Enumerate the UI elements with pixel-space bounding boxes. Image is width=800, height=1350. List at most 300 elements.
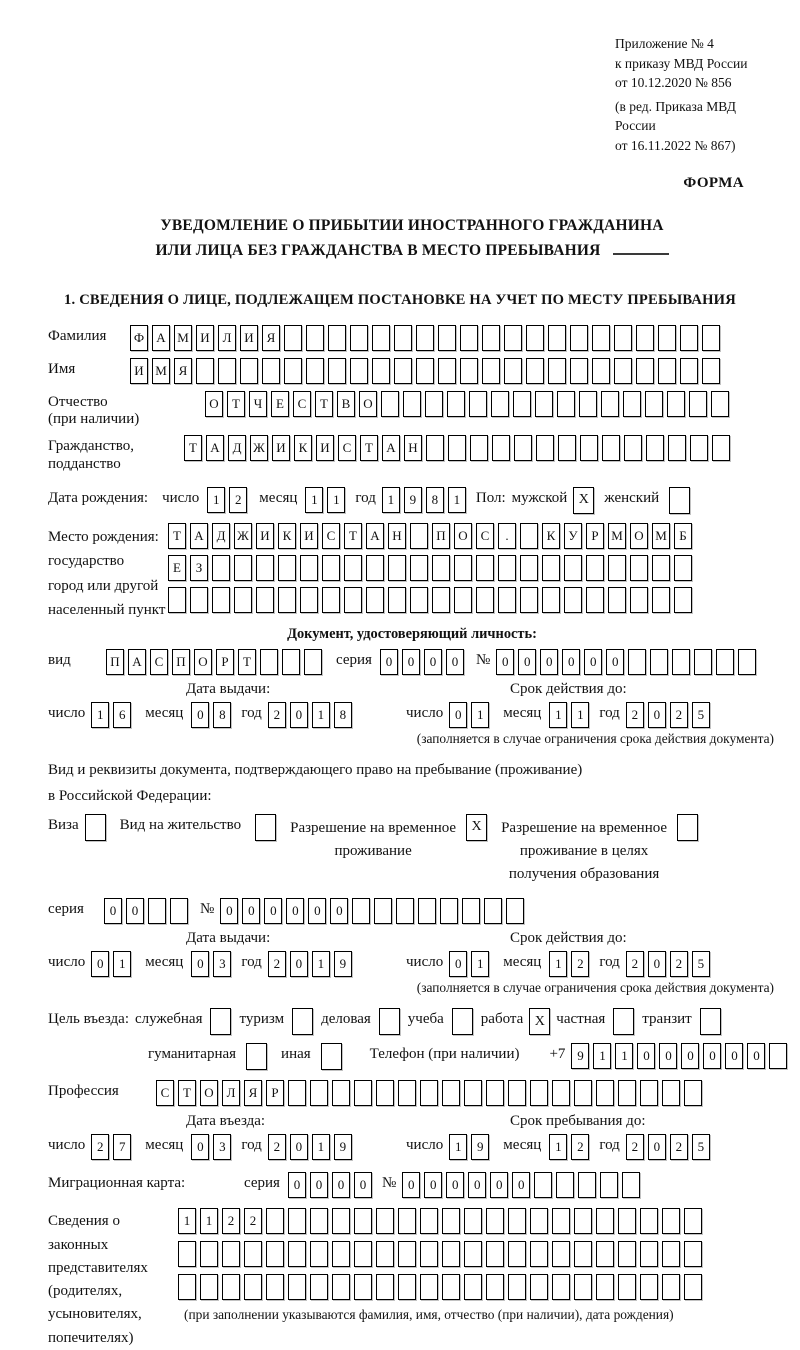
char-cell[interactable] — [574, 1241, 592, 1267]
char-cell[interactable]: Т — [227, 391, 245, 417]
char-cell[interactable] — [558, 435, 576, 461]
char-cell[interactable] — [557, 391, 575, 417]
char-cell[interactable] — [410, 523, 428, 549]
char-cell[interactable] — [304, 649, 322, 675]
char-cell[interactable]: 2 — [626, 702, 644, 728]
char-cell[interactable] — [148, 898, 166, 924]
char-cell[interactable]: Ж — [234, 523, 252, 549]
char-cell[interactable] — [530, 1080, 548, 1106]
char-cell[interactable] — [570, 358, 588, 384]
char-cell[interactable]: Л — [222, 1080, 240, 1106]
char-cell[interactable]: 0 — [290, 951, 308, 977]
char-cell[interactable] — [420, 1274, 438, 1300]
char-cell[interactable] — [240, 358, 258, 384]
char-cell[interactable] — [190, 587, 208, 613]
char-cell[interactable] — [328, 325, 346, 351]
char-cell[interactable] — [476, 587, 494, 613]
char-cell[interactable] — [438, 358, 456, 384]
char-cell[interactable]: 1 — [448, 487, 466, 513]
char-cell[interactable] — [513, 391, 531, 417]
char-cell[interactable] — [420, 1080, 438, 1106]
char-cell[interactable] — [350, 325, 368, 351]
char-cell[interactable] — [322, 587, 340, 613]
char-cell[interactable] — [614, 325, 632, 351]
char-cell[interactable] — [689, 391, 707, 417]
char-cell[interactable]: 0 — [648, 702, 666, 728]
char-cell[interactable]: 8 — [213, 702, 231, 728]
char-cell[interactable]: Т — [168, 523, 186, 549]
char-cell[interactable]: Р — [266, 1080, 284, 1106]
work-checkbox[interactable]: X — [529, 1008, 550, 1035]
char-cell[interactable]: М — [174, 325, 192, 351]
char-cell[interactable] — [442, 1274, 460, 1300]
char-cell[interactable] — [552, 1208, 570, 1234]
char-cell[interactable]: 2 — [268, 702, 286, 728]
edu-permit-checkbox[interactable] — [677, 814, 698, 841]
char-cell[interactable]: Р — [586, 523, 604, 549]
char-cell[interactable]: С — [322, 523, 340, 549]
char-cell[interactable] — [640, 1208, 658, 1234]
char-cell[interactable] — [218, 358, 236, 384]
char-cell[interactable] — [388, 587, 406, 613]
char-cell[interactable] — [530, 1274, 548, 1300]
char-cell[interactable] — [640, 1080, 658, 1106]
char-cell[interactable] — [426, 435, 444, 461]
business-checkbox[interactable] — [379, 1008, 400, 1035]
official-checkbox[interactable] — [210, 1008, 231, 1035]
char-cell[interactable] — [470, 435, 488, 461]
char-cell[interactable] — [398, 1274, 416, 1300]
char-cell[interactable]: Б — [674, 523, 692, 549]
char-cell[interactable]: 0 — [446, 649, 464, 675]
char-cell[interactable] — [702, 358, 720, 384]
char-cell[interactable]: 9 — [471, 1134, 489, 1160]
char-cell[interactable]: Н — [388, 523, 406, 549]
char-cell[interactable] — [372, 325, 390, 351]
char-cell[interactable] — [586, 587, 604, 613]
char-cell[interactable] — [288, 1208, 306, 1234]
char-cell[interactable] — [447, 391, 465, 417]
char-cell[interactable] — [618, 1274, 636, 1300]
char-cell[interactable] — [168, 587, 186, 613]
char-cell[interactable] — [394, 325, 412, 351]
char-cell[interactable]: 0 — [703, 1043, 721, 1069]
char-cell[interactable]: З — [190, 555, 208, 581]
char-cell[interactable] — [592, 358, 610, 384]
char-cell[interactable] — [200, 1241, 218, 1267]
char-cell[interactable] — [592, 325, 610, 351]
char-cell[interactable] — [432, 587, 450, 613]
char-cell[interactable]: . — [498, 523, 516, 549]
char-cell[interactable]: И — [240, 325, 258, 351]
char-cell[interactable] — [284, 325, 302, 351]
char-cell[interactable]: И — [196, 325, 214, 351]
char-cell[interactable]: М — [652, 523, 670, 549]
char-cell[interactable]: И — [130, 358, 148, 384]
char-cell[interactable]: 1 — [549, 1134, 567, 1160]
char-cell[interactable] — [454, 587, 472, 613]
char-cell[interactable]: 0 — [446, 1172, 464, 1198]
char-cell[interactable] — [300, 555, 318, 581]
char-cell[interactable]: П — [106, 649, 124, 675]
char-cell[interactable] — [442, 1208, 460, 1234]
char-cell[interactable] — [310, 1208, 328, 1234]
char-cell[interactable]: 0 — [424, 649, 442, 675]
char-cell[interactable] — [526, 358, 544, 384]
char-cell[interactable] — [552, 1080, 570, 1106]
char-cell[interactable] — [278, 587, 296, 613]
char-cell[interactable] — [332, 1241, 350, 1267]
char-cell[interactable] — [574, 1274, 592, 1300]
char-cell[interactable]: 2 — [626, 951, 644, 977]
char-cell[interactable] — [432, 555, 450, 581]
char-cell[interactable] — [520, 587, 538, 613]
char-cell[interactable] — [350, 358, 368, 384]
char-cell[interactable]: Т — [178, 1080, 196, 1106]
char-cell[interactable]: 1 — [312, 1134, 330, 1160]
char-cell[interactable]: 2 — [229, 487, 247, 513]
char-cell[interactable] — [366, 587, 384, 613]
char-cell[interactable]: П — [432, 523, 450, 549]
char-cell[interactable] — [548, 325, 566, 351]
char-cell[interactable] — [652, 587, 670, 613]
char-cell[interactable] — [448, 435, 466, 461]
char-cell[interactable]: 0 — [402, 1172, 420, 1198]
char-cell[interactable]: 1 — [549, 702, 567, 728]
char-cell[interactable]: 1 — [207, 487, 225, 513]
char-cell[interactable] — [464, 1274, 482, 1300]
char-cell[interactable]: Т — [360, 435, 378, 461]
char-cell[interactable]: 3 — [213, 1134, 231, 1160]
char-cell[interactable]: 1 — [449, 1134, 467, 1160]
char-cell[interactable]: Ж — [250, 435, 268, 461]
char-cell[interactable] — [667, 391, 685, 417]
char-cell[interactable] — [344, 555, 362, 581]
char-cell[interactable] — [352, 898, 370, 924]
char-cell[interactable]: О — [359, 391, 377, 417]
char-cell[interactable]: 0 — [91, 951, 109, 977]
study-checkbox[interactable] — [452, 1008, 473, 1035]
tourism-checkbox[interactable] — [292, 1008, 313, 1035]
char-cell[interactable]: 0 — [468, 1172, 486, 1198]
char-cell[interactable]: 1 — [200, 1208, 218, 1234]
char-cell[interactable] — [623, 391, 641, 417]
char-cell[interactable]: К — [278, 523, 296, 549]
char-cell[interactable]: Ч — [249, 391, 267, 417]
char-cell[interactable]: Ф — [130, 325, 148, 351]
char-cell[interactable] — [680, 325, 698, 351]
char-cell[interactable] — [508, 1241, 526, 1267]
private-checkbox[interactable] — [613, 1008, 634, 1035]
char-cell[interactable]: И — [316, 435, 334, 461]
char-cell[interactable] — [354, 1080, 372, 1106]
char-cell[interactable] — [462, 898, 480, 924]
char-cell[interactable] — [530, 1241, 548, 1267]
char-cell[interactable]: 0 — [402, 649, 420, 675]
char-cell[interactable] — [596, 1080, 614, 1106]
char-cell[interactable] — [498, 587, 516, 613]
char-cell[interactable] — [486, 1208, 504, 1234]
char-cell[interactable] — [492, 435, 510, 461]
char-cell[interactable]: 1 — [312, 951, 330, 977]
char-cell[interactable] — [601, 391, 619, 417]
char-cell[interactable]: 1 — [471, 702, 489, 728]
char-cell[interactable]: 0 — [725, 1043, 743, 1069]
char-cell[interactable] — [596, 1274, 614, 1300]
char-cell[interactable]: А — [382, 435, 400, 461]
char-cell[interactable]: 1 — [312, 702, 330, 728]
char-cell[interactable] — [322, 555, 340, 581]
char-cell[interactable] — [300, 587, 318, 613]
char-cell[interactable]: 2 — [91, 1134, 109, 1160]
char-cell[interactable]: 9 — [334, 951, 352, 977]
char-cell[interactable]: 2 — [571, 951, 589, 977]
char-cell[interactable]: 1 — [549, 951, 567, 977]
char-cell[interactable] — [574, 1080, 592, 1106]
char-cell[interactable]: 2 — [626, 1134, 644, 1160]
char-cell[interactable] — [310, 1274, 328, 1300]
char-cell[interactable]: 0 — [424, 1172, 442, 1198]
char-cell[interactable] — [508, 1080, 526, 1106]
char-cell[interactable]: 1 — [382, 487, 400, 513]
char-cell[interactable] — [354, 1241, 372, 1267]
char-cell[interactable] — [579, 391, 597, 417]
char-cell[interactable] — [534, 1172, 552, 1198]
char-cell[interactable]: 0 — [310, 1172, 328, 1198]
char-cell[interactable] — [372, 358, 390, 384]
char-cell[interactable] — [403, 391, 421, 417]
char-cell[interactable] — [618, 1208, 636, 1234]
char-cell[interactable] — [288, 1241, 306, 1267]
char-cell[interactable] — [504, 325, 522, 351]
char-cell[interactable]: С — [293, 391, 311, 417]
char-cell[interactable] — [542, 587, 560, 613]
char-cell[interactable]: 9 — [334, 1134, 352, 1160]
char-cell[interactable]: О — [205, 391, 223, 417]
char-cell[interactable] — [650, 649, 668, 675]
char-cell[interactable]: Т — [344, 523, 362, 549]
char-cell[interactable] — [520, 555, 538, 581]
char-cell[interactable] — [526, 325, 544, 351]
char-cell[interactable]: 0 — [648, 951, 666, 977]
char-cell[interactable] — [530, 1208, 548, 1234]
char-cell[interactable]: Е — [168, 555, 186, 581]
char-cell[interactable] — [596, 1241, 614, 1267]
char-cell[interactable] — [658, 358, 676, 384]
char-cell[interactable]: 0 — [290, 1134, 308, 1160]
char-cell[interactable] — [769, 1043, 787, 1069]
char-cell[interactable]: 9 — [404, 487, 422, 513]
char-cell[interactable]: С — [476, 523, 494, 549]
char-cell[interactable] — [234, 555, 252, 581]
char-cell[interactable]: 1 — [91, 702, 109, 728]
char-cell[interactable]: Т — [238, 649, 256, 675]
char-cell[interactable]: 0 — [562, 649, 580, 675]
char-cell[interactable] — [469, 391, 487, 417]
char-cell[interactable] — [702, 325, 720, 351]
char-cell[interactable]: Л — [218, 325, 236, 351]
char-cell[interactable]: О — [200, 1080, 218, 1106]
char-cell[interactable]: К — [294, 435, 312, 461]
char-cell[interactable]: К — [542, 523, 560, 549]
char-cell[interactable] — [624, 435, 642, 461]
char-cell[interactable] — [618, 1080, 636, 1106]
char-cell[interactable]: 2 — [670, 951, 688, 977]
char-cell[interactable] — [288, 1274, 306, 1300]
char-cell[interactable] — [535, 391, 553, 417]
char-cell[interactable] — [416, 325, 434, 351]
char-cell[interactable] — [630, 555, 648, 581]
char-cell[interactable] — [662, 1080, 680, 1106]
char-cell[interactable]: 0 — [449, 702, 467, 728]
char-cell[interactable]: 1 — [593, 1043, 611, 1069]
char-cell[interactable]: 0 — [330, 898, 348, 924]
char-cell[interactable] — [212, 555, 230, 581]
char-cell[interactable] — [284, 358, 302, 384]
char-cell[interactable] — [536, 435, 554, 461]
char-cell[interactable] — [262, 358, 280, 384]
char-cell[interactable] — [646, 435, 664, 461]
char-cell[interactable] — [442, 1080, 460, 1106]
char-cell[interactable] — [645, 391, 663, 417]
char-cell[interactable]: Н — [404, 435, 422, 461]
char-cell[interactable] — [460, 325, 478, 351]
char-cell[interactable] — [464, 1241, 482, 1267]
char-cell[interactable]: О — [630, 523, 648, 549]
char-cell[interactable] — [310, 1241, 328, 1267]
char-cell[interactable] — [376, 1208, 394, 1234]
char-cell[interactable]: П — [172, 649, 190, 675]
char-cell[interactable] — [684, 1241, 702, 1267]
char-cell[interactable]: И — [256, 523, 274, 549]
char-cell[interactable] — [476, 555, 494, 581]
char-cell[interactable] — [548, 358, 566, 384]
char-cell[interactable]: 0 — [490, 1172, 508, 1198]
char-cell[interactable]: Р — [216, 649, 234, 675]
char-cell[interactable]: И — [272, 435, 290, 461]
char-cell[interactable]: 0 — [264, 898, 282, 924]
char-cell[interactable]: О — [454, 523, 472, 549]
char-cell[interactable]: 5 — [692, 702, 710, 728]
char-cell[interactable] — [282, 649, 300, 675]
char-cell[interactable]: 0 — [380, 649, 398, 675]
residence-permit-checkbox[interactable] — [255, 814, 276, 841]
char-cell[interactable]: Я — [174, 358, 192, 384]
char-cell[interactable] — [425, 391, 443, 417]
char-cell[interactable] — [244, 1274, 262, 1300]
char-cell[interactable] — [498, 555, 516, 581]
char-cell[interactable] — [716, 649, 734, 675]
char-cell[interactable] — [491, 391, 509, 417]
char-cell[interactable] — [508, 1274, 526, 1300]
char-cell[interactable]: 0 — [540, 649, 558, 675]
char-cell[interactable] — [438, 325, 456, 351]
char-cell[interactable] — [552, 1274, 570, 1300]
char-cell[interactable] — [628, 649, 646, 675]
char-cell[interactable] — [388, 555, 406, 581]
char-cell[interactable] — [574, 1208, 592, 1234]
char-cell[interactable] — [266, 1208, 284, 1234]
char-cell[interactable] — [662, 1241, 680, 1267]
char-cell[interactable]: Т — [184, 435, 202, 461]
char-cell[interactable] — [514, 435, 532, 461]
char-cell[interactable] — [288, 1080, 306, 1106]
char-cell[interactable] — [170, 898, 188, 924]
char-cell[interactable]: 9 — [571, 1043, 589, 1069]
char-cell[interactable] — [542, 555, 560, 581]
char-cell[interactable] — [354, 1274, 372, 1300]
char-cell[interactable] — [614, 358, 632, 384]
char-cell[interactable] — [178, 1241, 196, 1267]
char-cell[interactable] — [376, 1274, 394, 1300]
char-cell[interactable]: У — [564, 523, 582, 549]
char-cell[interactable] — [668, 435, 686, 461]
char-cell[interactable]: 1 — [327, 487, 345, 513]
char-cell[interactable] — [366, 555, 384, 581]
char-cell[interactable]: 5 — [692, 951, 710, 977]
char-cell[interactable] — [652, 555, 670, 581]
char-cell[interactable] — [234, 587, 252, 613]
char-cell[interactable]: 2 — [268, 951, 286, 977]
char-cell[interactable] — [608, 555, 626, 581]
char-cell[interactable]: 2 — [571, 1134, 589, 1160]
char-cell[interactable]: 1 — [113, 951, 131, 977]
char-cell[interactable] — [504, 358, 522, 384]
char-cell[interactable]: 0 — [191, 951, 209, 977]
char-cell[interactable]: 0 — [659, 1043, 677, 1069]
char-cell[interactable]: 0 — [286, 898, 304, 924]
char-cell[interactable] — [278, 555, 296, 581]
char-cell[interactable] — [596, 1208, 614, 1234]
char-cell[interactable] — [344, 587, 362, 613]
char-cell[interactable]: 0 — [584, 649, 602, 675]
char-cell[interactable] — [672, 649, 690, 675]
char-cell[interactable]: С — [150, 649, 168, 675]
char-cell[interactable] — [564, 555, 582, 581]
char-cell[interactable] — [376, 1241, 394, 1267]
char-cell[interactable] — [266, 1274, 284, 1300]
char-cell[interactable] — [630, 587, 648, 613]
char-cell[interactable] — [418, 898, 436, 924]
char-cell[interactable]: 6 — [113, 702, 131, 728]
char-cell[interactable] — [684, 1208, 702, 1234]
char-cell[interactable] — [486, 1274, 504, 1300]
char-cell[interactable] — [178, 1274, 196, 1300]
char-cell[interactable] — [398, 1208, 416, 1234]
char-cell[interactable] — [420, 1241, 438, 1267]
char-cell[interactable] — [398, 1080, 416, 1106]
char-cell[interactable]: 5 — [692, 1134, 710, 1160]
char-cell[interactable] — [410, 555, 428, 581]
char-cell[interactable] — [636, 358, 654, 384]
transit-checkbox[interactable] — [700, 1008, 721, 1035]
char-cell[interactable]: 2 — [222, 1208, 240, 1234]
char-cell[interactable]: 2 — [244, 1208, 262, 1234]
char-cell[interactable]: 8 — [426, 487, 444, 513]
char-cell[interactable]: 1 — [305, 487, 323, 513]
char-cell[interactable] — [442, 1241, 460, 1267]
char-cell[interactable] — [680, 358, 698, 384]
char-cell[interactable]: 3 — [213, 951, 231, 977]
char-cell[interactable] — [570, 325, 588, 351]
char-cell[interactable]: 0 — [449, 951, 467, 977]
humanitarian-checkbox[interactable] — [246, 1043, 267, 1070]
char-cell[interactable] — [310, 1080, 328, 1106]
char-cell[interactable] — [662, 1208, 680, 1234]
char-cell[interactable] — [690, 435, 708, 461]
char-cell[interactable]: 1 — [471, 951, 489, 977]
char-cell[interactable] — [520, 523, 538, 549]
